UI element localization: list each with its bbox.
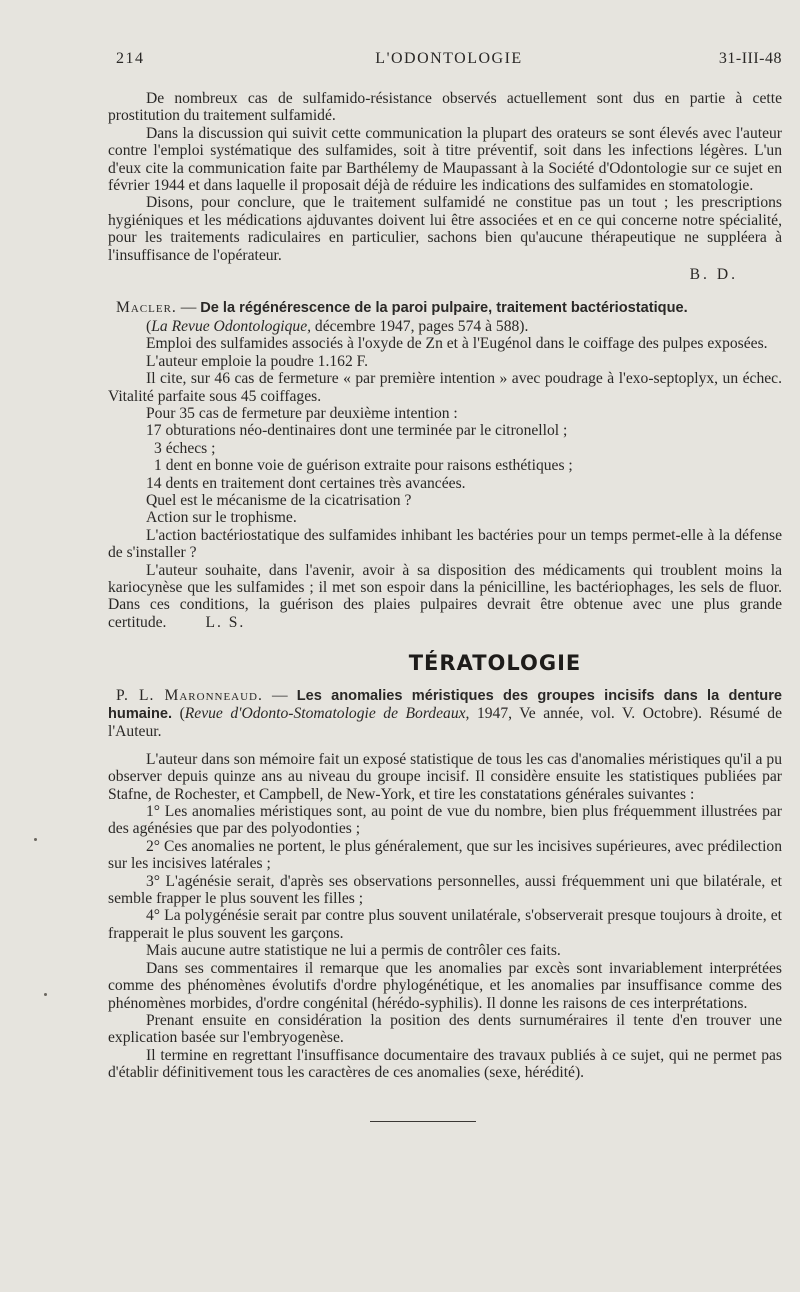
review-title: De la régénérescence de la paroi pulpaire, traitement bactériostatique. (200, 300, 688, 317)
review-author: Macler. (116, 299, 177, 317)
dash: — (176, 299, 201, 317)
review-paragraph: Il cite, sur 46 cas de fermeture « par première intention » avec poudrage à l'exo-septoplyx, un échec. Vitalité parfaite sous 45 coiffages. (108, 370, 782, 405)
paper-speck (34, 838, 37, 841)
signature-ls: L. S. (205, 613, 246, 631)
intro-paragraph: De nombreux cas de sulfamido-résistance observés actuellement sont dus en partie à cette prostitution du traitement sulfamidé. (108, 90, 782, 125)
ref-open: ( (172, 705, 185, 722)
review-paragraph: Dans ses commentaires il remarque que les anomalies par excès sont invariablement interprétées comme des phénomènes évolutifs d'ordre phylogénétique, et les anomalies par insuffisance comme des phénomènes morbides, d'ordre congénital (hérédo-syphilis). Il donne les raisons de ces interprétations. (108, 959, 782, 1012)
journal-title: L'ODONTOLOGIE (375, 50, 523, 67)
paper-speck (44, 993, 47, 996)
intro-paragraph: Disons, pour conclure, que le traitement sulfamidé ne constitue pas un tout ; les prescriptions hygiéniques et les médications ajduvantes doivent lui être associées et en ce qui concerne notre spécialité, pour les traitements radiculaires en particulier, sachons bien qu'aucune thérapeutique ne suppléera à l'insuffisance de l'opérateur. (108, 194, 782, 264)
end-rule (370, 1121, 476, 1122)
review-paragraph: 1° Les anomalies méristiques sont, au point de vue du nombre, bien plus fréquemment illustrées par des agénésies que par des polyodonties ; (108, 803, 782, 838)
review-author: P. L. Maronneaud. (116, 686, 263, 704)
ref-journal: La Revue Odontologique, (151, 317, 312, 335)
intro-paragraph: Dans la discussion qui suivit cette communication la plupart des orateurs se sont élevés avec l'auteur contre l'emploi systématique des sulfamides, soit à titre préventif, soit dans les infections légères. L'un d'eux cite la communication faite par Barthélemy de Maupassant à la Société d'Odontologie sur ce sujet en février 1944 et dans laquelle il proposait déjà de réduire les indications des sulfamides en stomatologie. (108, 124, 782, 195)
ref-open: ( (146, 317, 152, 335)
review-paragraph-text: L'auteur souhaite, dans l'avenir, avoir à sa disposition des médicaments qui troublent moins la kariocynèse que les sulfamides ; il met son espoir dans la pénicilline, les bactériophages, les sels de fluor. Dans ces conditions, la guérison des plaies pulpaires devrait être obtenue avec une plus grande certitude. (108, 561, 782, 631)
review-heading (108, 299, 782, 335)
review-title: Les anomalies méristiques des groupes incisifs dans la denture humaine. (108, 687, 782, 722)
signature-bd: B. D. (689, 266, 738, 284)
ref-journal: Revue d'Odonto-Stomatologie de Bordeaux, (184, 705, 470, 722)
page-number: 214 (116, 50, 145, 67)
review-paragraph: Prenant ensuite en considération la position des dents surnuméraires il tente d'en trouver une explication basée sur l'embryogenèse. (108, 1011, 782, 1047)
review-macler (108, 299, 782, 631)
review-paragraph: L'action bactériostatique des sulfamides inhibant les bactéries pour un temps permet-elle à la défense de s'installer ? (108, 526, 782, 562)
section-heading: TÉRATOLOGIE (408, 651, 582, 676)
ref-details: 1947, Ve année, vol. V. Octobre). Résumé de l'Auteur. (108, 705, 783, 741)
review-list-item: 14 dents en traitement dont certaines très avancées. (146, 474, 466, 492)
issue-date: 31-III-48 (718, 50, 782, 67)
review-reference (108, 318, 782, 335)
review-maronneaud (108, 687, 782, 1082)
review-paragraph: Emploi des sulfamides associés à l'oxyde de Zn et à l'Eugénol dans le coiffage des pulpes exposées. (146, 335, 768, 353)
review-paragraph: Mais aucune autre statistique ne lui a permis de contrôler ces faits. (146, 942, 561, 960)
running-header (116, 50, 782, 70)
dash: — (262, 686, 297, 704)
review-list-item: 3 échecs ; (154, 439, 216, 457)
review-heading (108, 687, 782, 741)
review-paragraph: L'auteur emploie la poudre 1.162 F. (146, 352, 368, 370)
review-paragraph: Pour 35 cas de fermeture par deuxième intention : (146, 404, 458, 422)
review-list-item: 1 dent en bonne voie de guérison extraite pour raisons esthétiques ; (154, 457, 573, 475)
review-paragraph: Action sur le trophisme. (146, 509, 297, 527)
review-paragraph: 3° L'agénésie serait, d'après ses observations personnelles, aussi fréquemment uni que bilatérale, et semble frapper le plus souvent les filles ; (108, 872, 782, 908)
review-text (108, 335, 782, 631)
review-text (108, 751, 782, 1082)
article-body (108, 90, 782, 1082)
review-paragraph: Quel est le mécanisme de la cicatrisation ? (146, 491, 412, 509)
ref-details: décembre 1947, pages 574 à 588). (311, 317, 529, 335)
review-paragraph: Il termine en regrettant l'insuffisance documentaire des travaux publiés à ce sujet, qui ne permet pas d'établir définitivement tous les caractères de ces anomalies (sexe, hérédité). (108, 1046, 782, 1082)
review-paragraph: 2° Ces anomalies ne portent, le plus généralement, que sur les incisives supérieures, avec prédilection sur les incisives latérales ; (108, 837, 782, 873)
review-list-item: 17 obturations néo-dentinaires dont une terminée par le citronellol ; (146, 422, 568, 440)
review-paragraph (108, 562, 782, 632)
review-paragraph: L'auteur dans son mémoire fait un exposé statistique de tous les cas d'anomalies méristiques qu'il a pu observer depuis quinze ans au niveau du groupe incisif. Il considère ensuite les statistiques publiées par Stafne, de Rochester, et Campbell, de New-York, et tire les constatations générales suivantes : (108, 750, 782, 803)
review-paragraph: 4° La polygénésie serait par contre plus souvent unilatérale, s'observerait presque toujours à droite, et frapperait le plus souvent les garçons. (108, 907, 782, 942)
